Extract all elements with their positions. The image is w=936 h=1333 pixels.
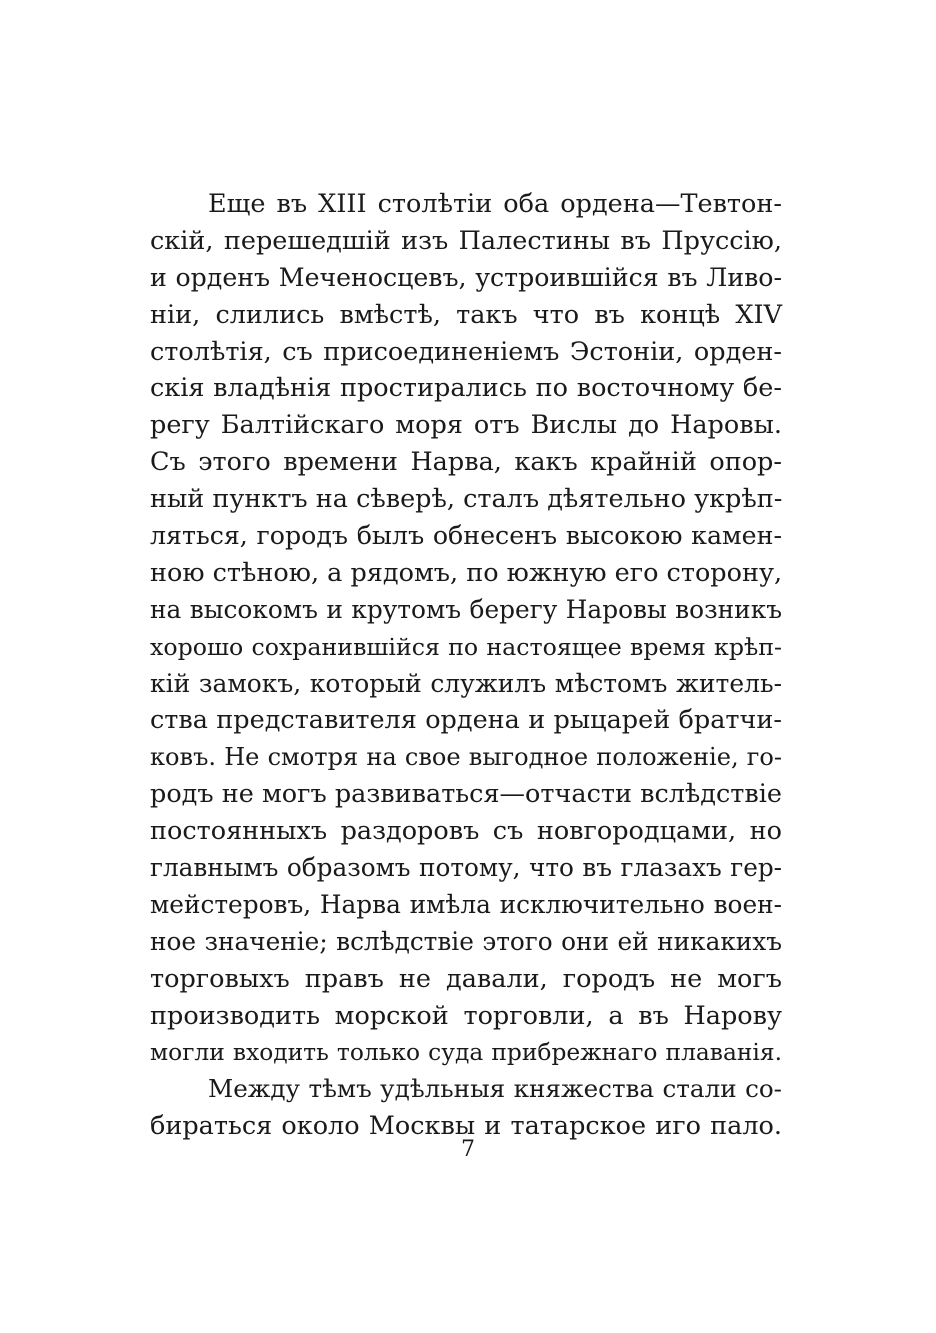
text-line: главнымъ образомъ потому, что въ глазахъ гер-	[150, 853, 782, 883]
text-line: Между тѣмъ удѣльныя княжества стали со-	[208, 1074, 782, 1104]
page-number: 7	[461, 1137, 475, 1162]
body-text	[150, 186, 782, 1145]
text-line: столѣтiя, съ присоединенiемъ Эстонiи, орден-	[150, 336, 782, 367]
text-line: скiя владѣнiя простирались по восточному бе-	[150, 373, 782, 404]
text-line: на высокомъ и крутомъ берегу Наровы возникъ	[150, 594, 782, 624]
text-line: хорошо сохранившiйся по настоящее время крѣп-	[150, 632, 782, 661]
text-line: Съ этого времени Нарва, какъ крайнiй опор-	[150, 447, 782, 478]
text-line: мейстеровъ, Нарва имѣла исключительно воен-	[150, 889, 782, 919]
text-line: регу Балтiйскаго моря отъ Вислы до Наровы.	[150, 410, 782, 441]
text-line: ковъ. Не смотря на свое выгодное положенiе, го-	[150, 743, 782, 772]
text-line: бираться около Москвы и татарское иго пало.	[150, 1111, 782, 1142]
text-line: ный пунктъ на сѣверѣ, сталъ дѣятельно укрѣп-	[150, 484, 783, 515]
text-line: нiи, слились вмѣстѣ, такъ что въ концѣ XIV	[150, 299, 782, 330]
text-line: кiй замокъ, который служилъ мѣстомъ житель-	[150, 668, 782, 698]
text-line: постоянныхъ раздоровъ съ новгородцами, но	[150, 816, 782, 847]
paragraph	[150, 1071, 782, 1145]
text-line: ною стѣною, а рядомъ, по южную его сторону,	[150, 557, 783, 588]
text-line: ства представителя ордена и рыцарей братчи-	[150, 705, 782, 736]
text-line: ное значенiе; вслѣдствiе этого они ей никакихъ	[150, 926, 782, 956]
text-line: ляться, городъ былъ обнесенъ высокою камен-	[150, 521, 782, 551]
text-line: Еще въ XIII столѣтiи оба ордена—Тевтон-	[208, 189, 782, 219]
text-line: торговыхъ правъ не давали, городъ не могъ	[150, 963, 782, 994]
text-line: и орденъ Меченосцевъ, устроившiйся въ Ливо-	[150, 262, 782, 292]
text-line: родъ не могъ развиваться—отчасти вслѣдствiе	[150, 779, 782, 810]
text-line: скiй, перешедшiй изъ Палестины въ Пруссiю,	[150, 225, 782, 256]
text-line: производить морской торговли, а въ Нарову	[150, 1000, 782, 1031]
paragraph	[150, 186, 782, 1071]
text-line: могли входить только суда прибрежнаго плаванiя.	[150, 1038, 782, 1067]
